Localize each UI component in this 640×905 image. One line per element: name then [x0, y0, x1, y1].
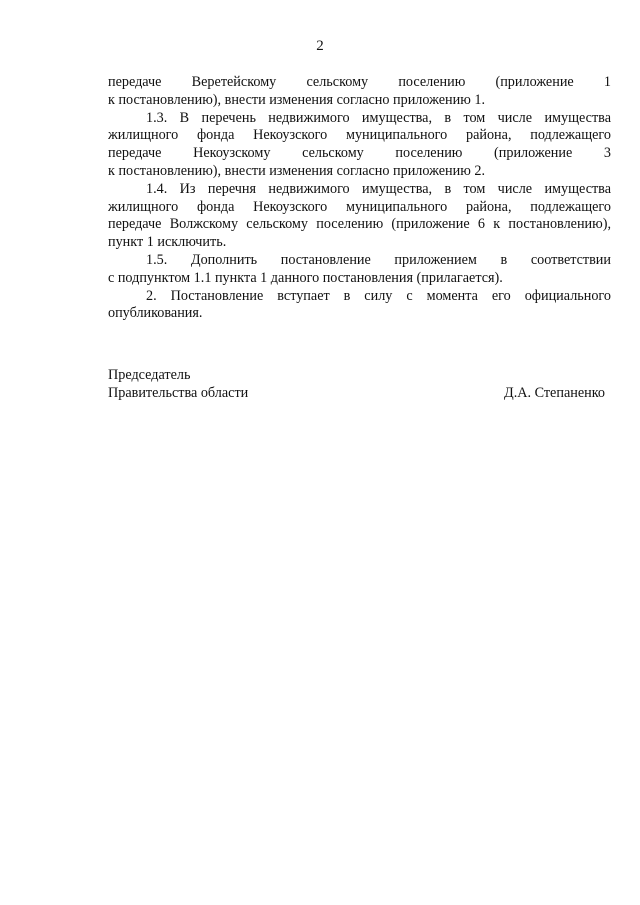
paragraph-line: 1.5. Дополнить постановление приложением в соответствии: [146, 251, 611, 268]
paragraph-line: 2. Постановление вступает в силу с момента его официального: [146, 287, 611, 304]
paragraph-line: передаче Некоузскому сельскому поселению (приложение 3: [108, 145, 611, 162]
paragraph: [108, 110, 611, 181]
paragraph-line: с подпунктом 1.1 пункта 1 данного постановления (прилагается).: [108, 269, 503, 286]
paragraph: [108, 288, 611, 324]
paragraph-line: к постановлению), внести изменения согласно приложению 2.: [108, 162, 486, 179]
signature-block: [108, 366, 605, 402]
paragraph-line: 1.4. Из перечня недвижимого имущества, в том числе имущества: [146, 180, 611, 197]
document-body: [108, 74, 611, 323]
paragraph-line: 1.3. В перечень недвижимого имущества, в том числе имущества: [146, 109, 611, 126]
signature-row: [108, 384, 605, 402]
paragraph-line: жилищного фонда Некоузского муниципального района, подлежащего: [108, 198, 611, 215]
paragraph-line: пункт 1 исключить.: [108, 234, 227, 251]
paragraph-line: передаче Волжскому сельскому поселению (приложение 6 к постановлению),: [108, 216, 611, 233]
paragraph: [108, 252, 611, 288]
paragraph-line: опубликования.: [108, 305, 203, 322]
paragraph-line: жилищного фонда Некоузского муниципального района, подлежащего: [108, 127, 611, 144]
signatory-title-line1: Председатель: [108, 367, 191, 383]
paragraph-line: к постановлению), внести изменения согласно приложению 1.: [108, 91, 486, 108]
paragraph-line: передаче Веретейскому сельскому поселению (приложение 1: [108, 74, 611, 90]
paragraph: [108, 181, 611, 252]
signatory-title-line2: Правительства области: [108, 385, 249, 401]
paragraph: [108, 74, 611, 110]
page-number: 2: [316, 38, 324, 54]
signatory-name: Д.А. Степаненко: [504, 385, 605, 401]
